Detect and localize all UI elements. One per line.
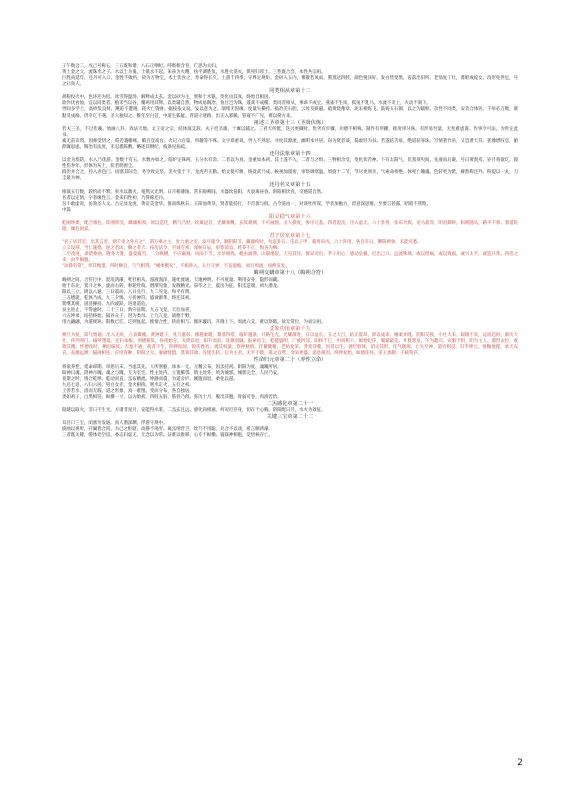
section-title: 祖述三圣章第十三（圣贤伏炼）	[253, 119, 327, 126]
paragraph: 若夫三圣，不过伏羲。始画八卦，效法天地。文王帝之宗，结体演爻辞。夫子庶圣雄，十翼以辅之。三君天所挺，迭兴更御时。优劣有步骤，功德不相殊。制作有所踵，推度审分铢。有形易忖量，无兆难虑谋。作事令可法，为世定此书。	[62, 126, 518, 138]
paragraph: 上善若水，清而无瑕。道之形象，真一难图。变而分布，各自独居。	[62, 388, 194, 394]
paragraph: 乾刚坤柔，配合相包。阳禀阴受，雌雄相须。须以造化，精气乃舒。坎离冠首，光耀垂敷。玄冥难测，不可画图。圣人揆度，参序元基。四者混沌，径入虚无。六十卦用，张布为舆。龙马就驾，明君御时。和则随从，路平不邪。邪道险阻，倾危国家。	[62, 220, 518, 232]
paragraph: 巨胜尚延年，还丹可入口。金性不败朽，故为万物宝。术士伏食之，寿命得长久。土游于四季，守界定规矩。金砂入五内，雾散若风雨。熏蒸达四肢，颜色悦泽好。发白皆变黑，齿落出旧所。老翁复丁壮，耆妪成姹女。改形免世厄，号之曰真人。	[62, 76, 518, 88]
paragraph: "君子居其室，出其言善，则千里之外应之"，谓万乘之主，处九重之室，发号施令，顺阴阳节。藏器俟时，勿违卦日。屯以子申，蒙用寅戌。六十卦用，各自有日。聊陈两象，未能究悉。	[62, 240, 422, 246]
paragraph: 耳目口三宝，闭塞勿发通。真人潜深渊，浮游守规中。	[62, 421, 168, 427]
section	[62, 120, 518, 151]
paragraph: 胡粉投火中，色坏还为铅。冰雪得温汤，解释成太玄。金以砂为主，禀和于水银。变化由其真，终始自相因。	[62, 95, 273, 101]
paragraph: 阳燧以取火，非日不生光。方诸非星月，安能得水浆。二炁玄且远，感化尚相通。何况近存身，切在于心胸。阴阳配日月，水火为效征。	[62, 408, 326, 414]
page-number: 2	[517, 758, 523, 768]
paragraph: 三者既关键，缓体处空房。委志归虚无，无念以为常。证难以推移，心专不纵横。寝寐神相抱，觉悟候存亡。	[62, 433, 273, 439]
paragraph: 黄土金之父，流珠水之子。水以土为鬼，土镇水不起。朱雀为火精，执平调胜负。水胜火消灭，俱死归厚土。三性既合会，本性共宗祖。	[62, 70, 326, 76]
section	[62, 88, 518, 119]
paragraph: 以金为堤防，水入乃优游。金数十有五，水数亦如之。临炉定铢两，五分水有余。二者以为真，金重如本初。其土遂不入，二者与之俱。三物相含受，变化状若神。下有太阳气，伏蒸须臾间。先液而后凝，号曰黄舆焉。岁月将欲讫，毁性伤寿年。形体为灰土，状若明窗尘。	[62, 158, 518, 170]
paragraph: 始于东北，箕斗之乡。旋而右转，呕轮吐萌。潜潭见象，发散精光。昴毕之上，震出为征。阳炁造端，初九潜龙。	[62, 283, 282, 289]
paragraph: 六五坤承，结括终始。韫养众子，世为类母。上九亢龙，战德于野。	[62, 313, 194, 319]
paragraph: 旋曲以视听，开阖皆合同。为己之枢辖，动静不竭穷。离炁纳营卫，坎乃不用聪。兑合不以谈，希言顺鸿濛。	[62, 427, 273, 433]
paragraph: 九还七返，八归六居。男白女赤，金火相拘。则水定火，五行之初。	[62, 382, 194, 388]
section	[62, 64, 518, 88]
paragraph: 捣治并合之，持入赤色门。固塞其际会，务令致完坚。炎火张于下，龙虎声正勤。始文使可修，终竟武乃成。候视加谨密，审察调寒温。周旋十二节，节尽更须亲。气索命将绝，休死亡魄魂。色转更为紫，赫然称还丹。粉提以一丸，刀圭最为神。	[62, 170, 518, 182]
section	[62, 401, 518, 414]
section	[62, 414, 518, 439]
paragraph: 巽继其统，固济操持。九四或跃，进退道危。	[62, 301, 150, 307]
section-title: 还丹法象章第十四	[269, 150, 311, 157]
paragraph: 子午数合二，戊己号称五，三五既和谐，八石正纲纪。呼吸相含育，伫思为夫妇。	[62, 64, 221, 69]
paragraph: 世间多学士，高妙负良材。邂逅不遭遇，耗火亡资财。据按依文说，妄以意为之。端绪无因缘，度量失操持。捣冶羌石胆，云母及矾磁。硫黄烧豫章，泥汞相炼飞。鼓铸五石铜，以之为辅枢。杂性不同类，安肯合体居。千举必万败，欲黠反成痴。侥幸讫不遇，圣人独知之。稚年至白首，中道生狐疑。背道守迷路，出正入邪蹊。管窥不广见，难以揆方来。	[62, 107, 518, 119]
paragraph: 爰斯之时，情合乾坤。乾动而直，炁布精流。坤静而翕，为道舍庐。刚施而退，柔化以滋。	[62, 376, 238, 382]
section-title: 爻象功用章第十九	[269, 326, 311, 333]
paragraph: 阳神日魂，阴神月魄。魂之与魄，互为室宅。性主处内，立置鄞鄂。情主处外，筑为城郭。城郭完全，人民乃安。	[62, 370, 282, 376]
paragraph: 欲作伏食仙，宜以同类者。植禾当以谷，覆鸡用其卵。以类辅自然，物成易陶冶。鱼目岂为珠，蓬蒿不成槚。类同者相从，事乖不成宝。燕雀不生凤，狐兔不乳马。水流不炎上，火动不润下。	[62, 101, 431, 107]
section	[62, 233, 518, 270]
paragraph: 立义设刑，当仁施德。逆之者凶，顺之者吉。按历法令，至诚专密。谨候日辰，审察消息。纤芥不正，悔吝为贼。	[62, 246, 282, 252]
paragraph: 朔旦为复，阳气始通。出入无疾，立表微刚。黄钟建子，兆乃滋彰。播施柔暖，黎蒸得常。临炉施条，开路生光。光耀渐进，日以益长。丑之大吕，结正低昂。仰以成泰，刚柔并隆。阴阳交接，小往大来。辐辏于寅，运而趋时。渐历大壮，侠列卯门。榆荚堕落，还归本根。刑德相负，昼夜始分。夬阴以退，阳升而前。洗濯羽翮，振索宿尘。乾健盛明，广被四邻。阳终于巳，中而相干。姤始纪序，履霜最先。井底寒泉，午为蕤宾。宾服于阴，阴为主人。遁世去位，收敛其精。怀德俟时，栖迟昧冥。否塞不通，萌者不生。阴伸阳屈，毁伤姓名。观其权量，察仲秋情。任蓄微稚，老枯复荣。荠麦芽蘖，因冒以生。剥烂肢体，消灭其形。化气既竭，亡失至神。道穷则反，归乎坤元。恒顺地理，承天布宣。玄幽远渺，隔阂相连。应度育种，阴阳之元。寥廓恍惚，莫知其端。先迷失轨，后为主君。无平不陂，道之自然。变易更盛，消息相因。终坤复始，如循连环。帝王承御，千载常存。	[62, 333, 518, 357]
paragraph: 三五德就，乾体乃成。九三夕惕，亏折神符。盛衰渐革，终还其初。	[62, 295, 194, 301]
paragraph: 中篇	[62, 207, 71, 213]
paragraph: 名者以定情，字者缘性言。金来归性初，乃得称还丹。	[62, 195, 168, 201]
section	[62, 182, 518, 207]
section	[62, 326, 518, 357]
section	[62, 214, 518, 233]
section-title: 还丹名义章第十五	[269, 182, 311, 189]
section-title: 晦朔交媾章第十八（晦朔合符）	[253, 270, 327, 277]
paragraph: 二至改度，乖错委曲。隆冬大暑，盛夏霰雪。二分纵横，不应漏刻。风雨不节，水旱相伐。蝗虫涌沸，山崩地裂。天见其怪，群异旁出。孝子用心，感动皇极。近出己口，远流殊域。或以招祸，或以致福。或兴太平，或造兵革。四者之来，由乎胸臆。	[62, 252, 518, 264]
paragraph: 用九翩翩，为道规矩。阳数已讫，讫则复起。推情合性，转而相与。循环璇玑，升降上下。周流六爻，难以察睹。故无常位，为易宗祖。	[62, 320, 326, 326]
section	[62, 357, 518, 400]
section-title: 关键三宝章第二十二	[266, 414, 314, 421]
paragraph: 阳以三立，阴以八通。三日震动，八日兑行。九二见龙，和平有明。	[62, 289, 194, 295]
section-title: 性命归元章第二十（养性立命）	[253, 357, 327, 364]
section-title: 二炁感化章第二十一	[266, 400, 314, 407]
paragraph: 晦朔之间，合符行中。混沌鸿濛，牝牡相从。滋液润泽，施化流通。天地神明，不可度量。利用安身，隐形而藏。	[62, 277, 282, 283]
paragraph: 推演五行数，较约而不繁。举水以激火，奄然灭光明。日月相薄蚀，常在晦朔间。水盛坎侵阳，火衰离昼昏。阴阳相饮食，交感道自然。	[62, 189, 326, 195]
paragraph: 素无前识资，因师觉悟之。皓若褰帷帐，瞋目登高台。火记六百篇，所趣等不殊。文字郑重说，世人不熟思。寻度其源流，幽明本共居。窃为贤者谈，曷敢轻为书。若遂结舌瘖，绝道获罪诛。写情著竹帛，又恐泄天符。犹豫增叹息，俯仰辄思虑。陶冶有法度，未忍悉陈敷。略述其纲纪，枝条见扶疏。	[62, 138, 518, 150]
document-page	[62, 64, 518, 440]
paragraph: "动静有常"，奉其绳墨。四时顺宜，与气相得。"刚柔断矣"，不相涉入。五行守界，不妄盈缩。易行周流，屈伸反复。	[62, 264, 290, 270]
paragraph: 艮主进止，不得逾时。二十三日，典守弦期。九五飞龙，天位加喜。	[62, 307, 194, 313]
paragraph: 吾不敢虚说，仿效圣人文。古记显龙虎，黄帝美金华。淮南炼秋石，玉阳加黄芽。贤者能持行，不肖毋与俱。古今道由一，对谈吐所谋。学者加勉力，留意深思惟。至要言甚露，昭昭不我欺。	[62, 201, 431, 207]
section	[62, 270, 518, 326]
paragraph: 类如鸡子，白黑相符。纵横一寸，以为始初。四肢五脏，筋骨乃俱。弥历十月，脱出其胞。骨弱可卷，肉滑若饴。	[62, 394, 282, 400]
section-title: 同类相从章第十二	[269, 88, 311, 95]
section	[62, 151, 518, 182]
section-title: 君子居室章第十七	[269, 233, 311, 240]
section-title: 阳灵稳气章第十六	[269, 213, 311, 220]
paragraph: 将欲养性，延命却期。审思后末，当虑其先。人所禀躯，体本一无。元精云布，因炁托初。阴阳为度，魂魄所居。	[62, 364, 282, 370]
